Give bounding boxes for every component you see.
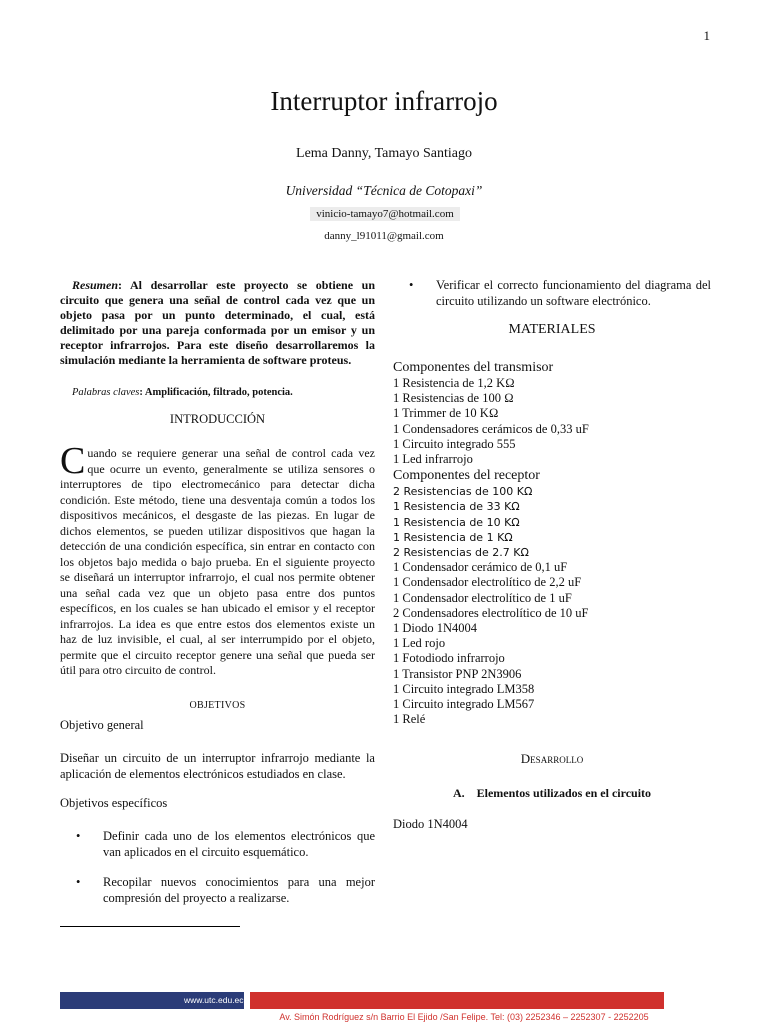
list-item: 2 Resistencias de 2.7 KΩ <box>393 546 529 560</box>
abstract <box>60 278 375 368</box>
email-primary[interactable]: vinicio-tamayo7@hotmail.com <box>310 207 460 221</box>
list-item: 1 Resistencia de 1 KΩ <box>393 530 513 544</box>
list-item: 1 Condensadores cerámicos de 0,33 uF <box>393 421 589 436</box>
list-item: 1 Circuito integrado LM567 <box>393 697 535 712</box>
list-item: 2 Condensadores electrolítico de 10 uF <box>393 605 589 620</box>
diode-subheading: Diodo 1N4004 <box>393 817 468 831</box>
objective-general-label: Objetivo general <box>60 718 144 732</box>
list-item: • Recopilar nuevos conocimientos para una mejor compresión del proyecto a realizarse. <box>60 874 375 906</box>
authors: Lema Danny, Tamayo Santiago <box>296 146 472 161</box>
objectives-heading: OBJETIVOS <box>189 700 246 711</box>
intro-text: uando se requiere generar una señal de control cada vez que ocurre un evento, generalmente se utiliza sensores o interruptores de tipo electromecánico para detectar dicha condición. Este método, tiene una desventaja común a todos los dispositivos mecánicos, el desgaste de las piezas. En lugar de dichos elementos, se pueden utilizar dispositivos que hagan la detección de una condición específica, sin entrar en contacto con los objetos bajo medida o bajo prueba. En el siguiente proyecto se diseñará un interruptor infrarrojo, el cual nos permite obtener una señal cada vez que un objeto pasa entre dos puntos específicos, en los cuales se han ubicado el emisor y el receptor infrarrojos. La idea es que entre estos dos elementos existe un haz de luz invisible, el cual, al ser interrumpido por el objeto, permite que el circuito receptor genere una señal que pueda ser útil para otro circuito de control. <box>60 446 375 677</box>
materials-list <box>393 359 711 727</box>
list-item: 1 Circuito integrado 555 <box>393 436 516 451</box>
list-item: • Definir cada uno de los elementos electrónicos que van aplicados en el circuito esquemático. <box>60 828 375 860</box>
abstract-text: : Al desarrollar este proyecto se obtiene un circuito que genera una señal de control cada vez que un objeto pasa por un punto determinado, el cual, está delimitado por una pareja conformada por un emisor y un receptor infrarrojos. Para este diseño desarrollaremos la simulación mediante la herramienta de software proteus. <box>60 278 375 367</box>
keywords-text: : Amplificación, filtrado, potencia. <box>139 387 293 398</box>
abstract-lead: Resumen <box>72 278 119 292</box>
page-number: 1 <box>703 28 710 43</box>
email-secondary[interactable]: danny_l91011@gmail.com <box>324 230 444 242</box>
list-item: 2 Resistencias de 100 KΩ <box>393 485 533 499</box>
list-item: 1 Led rojo <box>393 636 446 651</box>
objective-specific-label: Objetivos específicos <box>60 796 168 810</box>
keywords-lead: Palabras claves <box>72 387 140 398</box>
receiver-heading: Componentes del receptor <box>393 468 540 484</box>
dropcap: C <box>60 440 86 482</box>
paper-title: Interruptor infrarrojo <box>270 86 498 116</box>
list-item: 1 Diodo 1N4004 <box>393 621 478 636</box>
specific-objectives-list <box>60 828 375 906</box>
keywords <box>60 385 375 400</box>
list-item: 1 Trimmer de 10 KΩ <box>393 406 499 421</box>
section-a-heading: A. Elementos utilizados en el circuito <box>452 786 652 800</box>
transmitter-heading: Componentes del transmisor <box>393 360 554 375</box>
development-heading: Desarrollo <box>520 751 584 766</box>
list-item: 1 Relé <box>393 712 426 727</box>
specific-objectives-list-cont <box>393 277 711 309</box>
list-item: 1 Resistencias de 100 Ω <box>393 391 514 406</box>
list-item: 1 Condensador electrolítico de 1 uF <box>393 590 572 605</box>
list-item: 1 Condensador electrolítico de 2,2 uF <box>393 575 582 590</box>
footer-address: Av. Simón Rodríguez s/n Barrio El Ejido /San Felipe. Tel: (03) 2252346 – 2252307 - 2252205 <box>279 1012 649 1022</box>
list-item: 1 Resistencia de 33 KΩ <box>393 500 520 514</box>
objective-general-text: Diseñar un circuito de un interruptor infrarrojo mediante la aplicación de elementos electrónicos estudiados en clase. <box>60 751 375 781</box>
intro-heading: INTRODUCCIÓN <box>169 412 266 426</box>
footnote-divider <box>60 926 240 927</box>
footer-red-band <box>250 992 664 1009</box>
list-item: 1 Fotodiodo infrarrojo <box>393 651 505 666</box>
list-item: 1 Circuito integrado LM358 <box>393 681 535 696</box>
materials-heading: MATERIALES <box>508 322 596 337</box>
list-item: 1 Resistencia de 10 KΩ <box>393 515 520 529</box>
footer-url[interactable]: www.utc.edu.ec <box>184 995 244 1005</box>
list-item: 1 Condensador cerámico de 0,1 uF <box>393 560 568 575</box>
list-item: • Verificar el correcto funcionamiento del diagrama del circuito utilizando un software electrónico. <box>393 277 711 309</box>
list-item: 1 Resistencia de 1,2 KΩ <box>393 376 515 390</box>
list-item: 1 Transistor PNP 2N3906 <box>393 666 522 681</box>
university: Universidad “Técnica de Cotopaxi” <box>285 183 483 198</box>
list-item: 1 Led infrarrojo <box>393 452 473 467</box>
intro-paragraph <box>60 440 375 679</box>
